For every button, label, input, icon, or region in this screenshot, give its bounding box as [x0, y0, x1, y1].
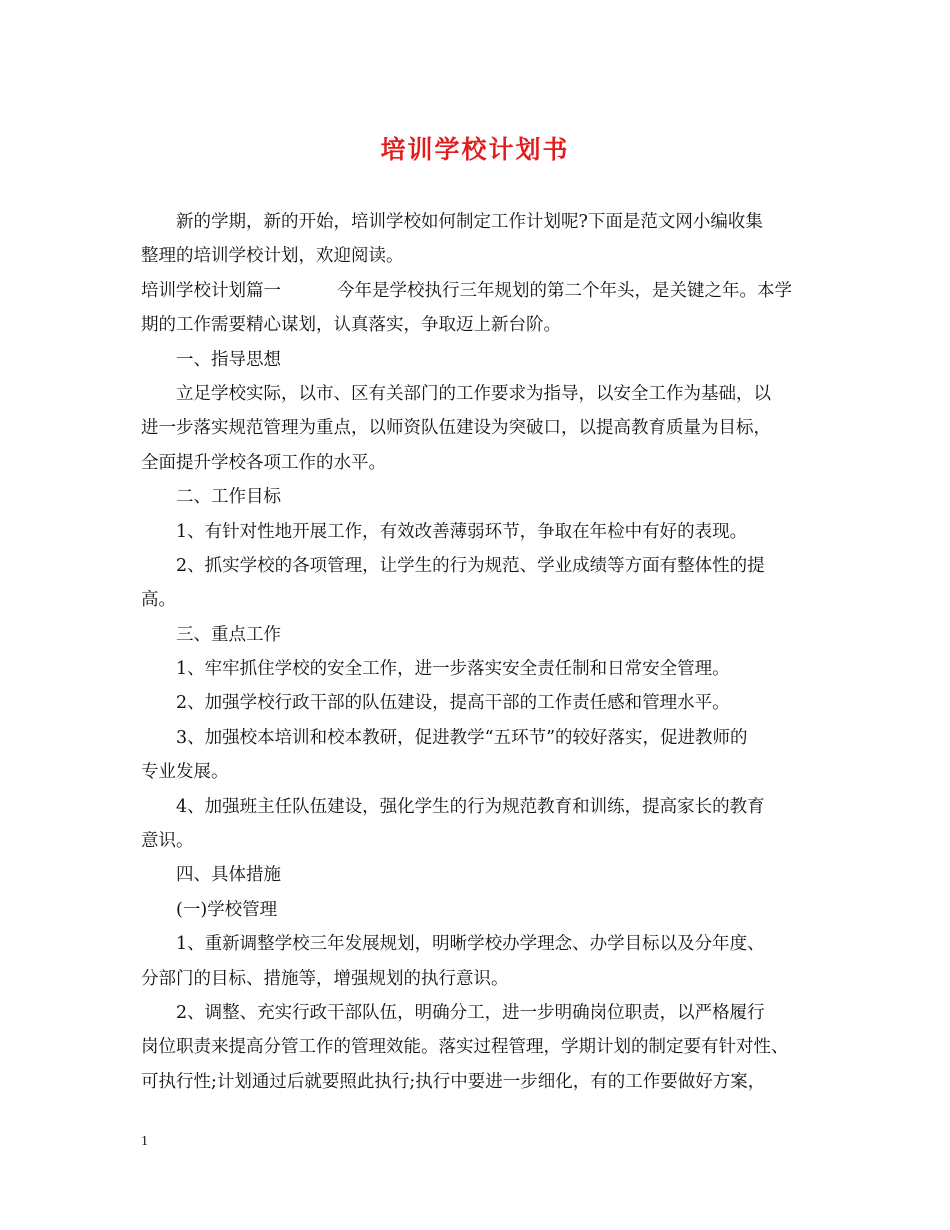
text-line — [141, 205, 813, 239]
text-line — [141, 377, 813, 411]
text-line — [141, 652, 813, 686]
text-line — [141, 790, 813, 824]
section-label: 培训学校计划篇一 — [141, 280, 281, 301]
text-line — [141, 755, 813, 789]
text-line — [141, 893, 813, 927]
line-text: 今年是学校执行三年规划的第二个年头，是关键之年。本学 — [337, 280, 792, 301]
text-line — [141, 343, 813, 377]
text-line — [141, 858, 813, 892]
text-line — [141, 927, 813, 961]
text-line — [141, 446, 813, 480]
text-line — [141, 480, 813, 514]
text-line — [141, 1030, 813, 1064]
line-text: 全面提升学校各项工作的水平。 — [141, 452, 386, 473]
line-text: 进一步落实规范管理为重点，以师资队伍建设为突破口，以提高教育质量为目标， — [141, 418, 771, 439]
text-line — [141, 583, 813, 617]
text-line — [141, 618, 813, 652]
document-body — [141, 205, 813, 1099]
line-text: 专业发展。 — [141, 762, 229, 783]
text-line — [141, 274, 813, 308]
text-line — [141, 721, 813, 755]
line-text: 2、抓实学校的各项管理，让学生的行为规范、学业成绩等方面有整体性的提 — [176, 555, 765, 576]
text-line — [141, 308, 813, 342]
text-line — [141, 411, 813, 445]
line-text: 1、重新调整学校三年发展规划，明晰学校办学理念、办学目标以及分年度、 — [176, 934, 765, 955]
line-text: 岗位职责来提高分管工作的管理效能。落实过程管理，学期计划的制定要有针对性、 — [141, 1037, 789, 1058]
text-line — [141, 1065, 813, 1099]
text-line — [141, 824, 813, 858]
text-line — [141, 515, 813, 549]
document-title: 培训学校计划书 — [380, 135, 570, 164]
line-text: 高。 — [141, 590, 176, 611]
line-text: 三、重点工作 — [176, 624, 281, 645]
line-text: 四、具体措施 — [176, 865, 281, 886]
line-text: 3、加强校本培训和校本教研，促进教学“五环节”的较好落实，促进教师的 — [176, 727, 748, 748]
line-text: 一、指导思想 — [176, 349, 281, 370]
line-text: 立足学校实际，以市、区有关部门的工作要求为指导，以安全工作为基础，以 — [176, 383, 771, 404]
text-line — [141, 549, 813, 583]
line-text: 整理的培训学校计划，欢迎阅读。 — [141, 246, 404, 267]
text-line — [141, 962, 813, 996]
text-line — [141, 686, 813, 720]
line-text: 可执行性;计划通过后就要照此执行;执行中要进一步细化，有的工作要做好方案， — [141, 1071, 766, 1092]
line-text: 分部门的目标、措施等，增强规划的执行意识。 — [141, 968, 509, 989]
line-text: (一)学校管理 — [176, 899, 278, 920]
text-line — [141, 996, 813, 1030]
line-text: 1、有针对性地开展工作，有效改善薄弱环节，争取在年检中有好的表现。 — [176, 521, 748, 542]
line-text: 1、牢牢抓住学校的安全工作，进一步落实安全责任制和日常安全管理。 — [176, 659, 730, 680]
line-text: 2、调整、充实行政干部队伍，明确分工，进一步明确岗位职责，以严格履行 — [176, 1002, 765, 1023]
text-line — [141, 239, 813, 273]
line-text: 二、工作目标 — [176, 487, 281, 508]
line-text: 4、加强班主任队伍建设，强化学生的行为规范教育和训练，提高家长的教育 — [176, 796, 765, 817]
line-text: 2、加强学校行政干部的队伍建设，提高干部的工作责任感和管理水平。 — [176, 693, 730, 714]
line-text: 新的学期，新的开始，培训学校如何制定工作计划呢?下面是范文网小编收集 — [176, 212, 763, 232]
line-text: 意识。 — [141, 831, 194, 852]
page-number: 1 — [141, 1134, 148, 1149]
line-text: 期的工作需要精心谋划，认真落实，争取迈上新台阶。 — [141, 315, 561, 336]
